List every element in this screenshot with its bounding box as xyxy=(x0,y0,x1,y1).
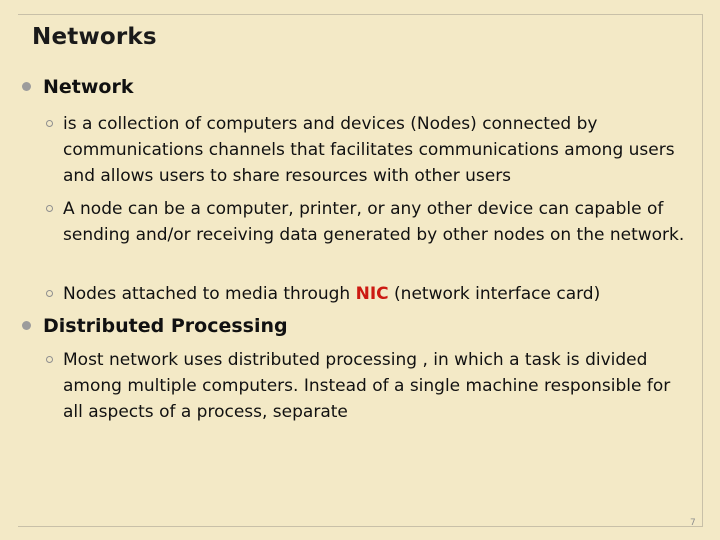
slide-title: Networks xyxy=(32,24,157,50)
subpoint-distributed-processing xyxy=(46,347,686,425)
bullet-heading: Distributed Processing xyxy=(43,315,288,337)
subpoint-text: is a collection of computers and devices (Nodes) connected by communications channels that facilitates communications among users and allows users to share resources with other users xyxy=(63,114,675,186)
sub-bullet-circle-icon xyxy=(46,120,53,127)
subpoint-network-definition xyxy=(46,111,686,189)
bullet-heading: Network xyxy=(43,76,134,98)
subpoint-text xyxy=(63,281,686,307)
subpoint-text-post: (network interface card) xyxy=(388,284,601,304)
subpoint-text: A node can be a computer, printer, or any other device can capable of sending and/or receiving data generated by other nodes on the network. xyxy=(63,199,685,245)
bullet-dot-icon xyxy=(22,321,31,330)
sub-bullet-circle-icon xyxy=(46,356,53,363)
nic-highlight: NIC xyxy=(355,284,389,304)
page-number: 7 xyxy=(690,518,696,528)
bullet-network xyxy=(22,76,133,98)
sub-bullet-circle-icon xyxy=(46,205,53,212)
subpoint-text: Most network uses distributed processing , in which a task is divided among multiple computers. Instead of a single machine responsible for all aspects of a process, separate xyxy=(63,350,671,422)
bullet-distributed-processing xyxy=(22,315,288,337)
subpoint-node-definition xyxy=(46,196,686,248)
bullet-dot-icon xyxy=(22,82,31,91)
sub-bullet-circle-icon xyxy=(46,290,53,297)
subpoint-text-pre: Nodes attached to media through xyxy=(63,284,356,304)
subpoint-nic xyxy=(46,281,686,307)
